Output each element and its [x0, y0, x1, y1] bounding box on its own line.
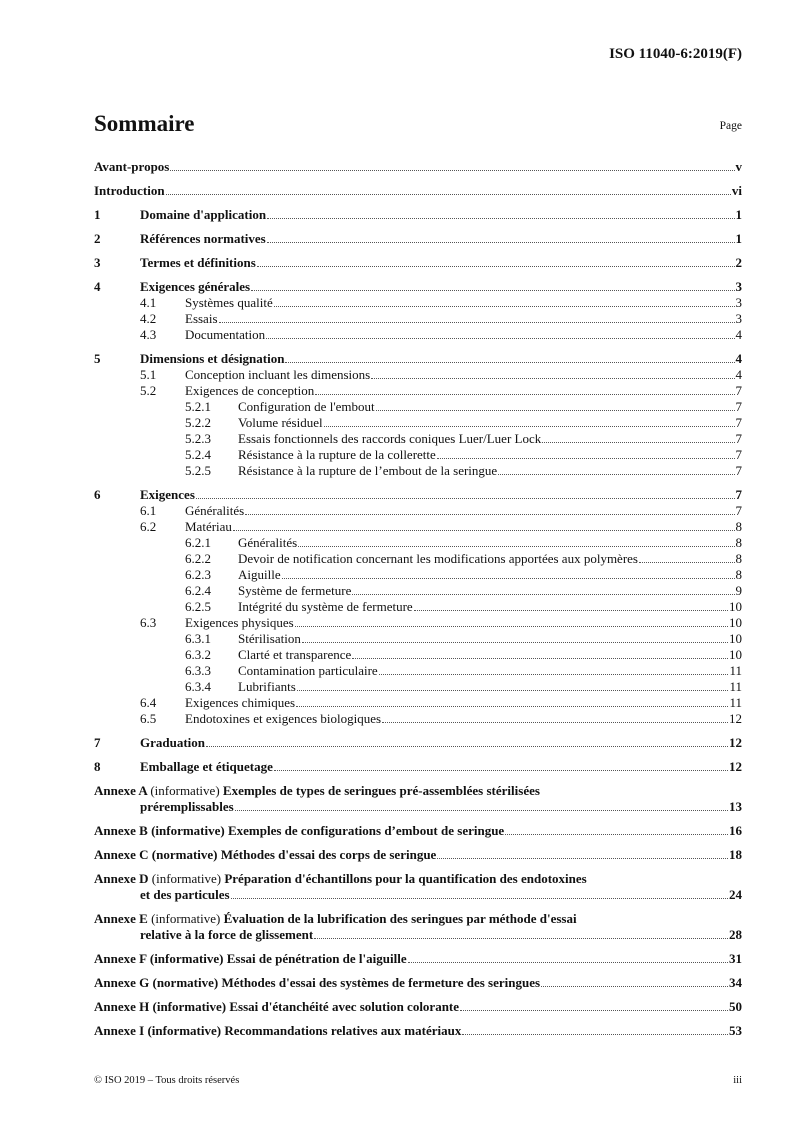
toc-entry-page: 12 — [729, 735, 742, 750]
annex-type: (informative) — [150, 783, 220, 798]
dot-leader — [267, 242, 735, 243]
toc-entry-title: Devoir de notification concernant les modifications apportées aux polymères — [238, 551, 638, 566]
toc-entry-number: 6.3.3 — [185, 663, 211, 678]
toc-entry-page: 11 — [729, 679, 742, 694]
dot-leader — [219, 322, 735, 323]
annex-label: Annexe D — [94, 871, 149, 886]
toc-entry[interactable] — [94, 487, 742, 503]
toc-entry-title: Exigences générales — [140, 279, 251, 294]
toc-entry-title: Dimensions et désignation — [140, 351, 285, 366]
annex-title: Méthodes d'essai des systèmes de fermeture des seringues — [221, 975, 541, 990]
toc-entry-page: 11 — [729, 663, 742, 678]
toc-entry[interactable] — [94, 399, 742, 415]
toc-entry[interactable] — [94, 295, 742, 311]
toc-entry-number: 6.2.4 — [185, 583, 211, 598]
annex-label: Annexe A — [94, 783, 148, 798]
annex-page: 34 — [729, 975, 742, 990]
toc-entry-page: 4 — [735, 327, 742, 342]
toc-entry-title: Introduction — [94, 183, 165, 198]
annex-heading — [94, 1023, 461, 1039]
annex-label: Annexe G — [94, 975, 150, 990]
dot-leader — [231, 898, 728, 899]
annex-title: Essai d'étanchéité avec solution colorante — [229, 999, 460, 1014]
footer-copyright: © ISO 2019 – Tous droits réservés — [94, 1075, 240, 1086]
toc-entry-number: 6.2.5 — [185, 599, 211, 614]
toc-entry-number: 6.3.2 — [185, 647, 211, 662]
toc-entry-page: 10 — [729, 647, 742, 662]
annex-line-continued — [94, 887, 742, 903]
annex-page: 53 — [729, 1023, 742, 1038]
toc-annex-entry[interactable] — [94, 1023, 742, 1039]
toc-annex-entry[interactable] — [94, 911, 742, 943]
toc-entry-page: 12 — [729, 759, 742, 774]
dot-leader — [541, 986, 728, 987]
toc-entry[interactable] — [94, 599, 742, 615]
dot-leader — [639, 562, 735, 563]
toc-entry-number: 6.3.1 — [185, 631, 211, 646]
toc-entry-title: Références normatives — [140, 231, 266, 246]
toc-entry[interactable] — [94, 695, 742, 711]
toc-annex-entry[interactable] — [94, 823, 742, 839]
dot-leader — [251, 290, 734, 291]
toc-entry[interactable] — [94, 519, 742, 535]
annex-title: Exemples de types de seringues pré-assemblées stérilisées — [222, 783, 540, 798]
dot-leader — [437, 458, 735, 459]
annex-type: (normative) — [152, 975, 219, 990]
dot-leader — [206, 746, 728, 747]
toc-entry-title: Termes et définitions — [140, 255, 256, 270]
dot-leader — [274, 306, 735, 307]
dot-leader — [235, 810, 728, 811]
toc-entry-number: 4.3 — [140, 327, 157, 342]
toc-entry-title: Exigences physiques — [185, 615, 294, 630]
toc-entry-page: 7 — [735, 431, 742, 446]
annex-title: Recommandations relatives aux matériaux — [224, 1023, 462, 1038]
dot-leader — [298, 546, 734, 547]
toc-entry[interactable] — [94, 567, 742, 583]
dot-leader — [266, 338, 734, 339]
dot-leader — [376, 410, 735, 411]
dot-leader — [282, 578, 735, 579]
toc-entry[interactable] — [94, 255, 742, 271]
dot-leader — [408, 962, 728, 963]
annex-label: Annexe C — [94, 847, 149, 862]
annex-heading — [94, 783, 540, 798]
toc-entry[interactable] — [94, 447, 742, 463]
toc-entry-number: 6.4 — [140, 695, 157, 710]
annex-heading — [94, 871, 587, 886]
toc-entry-page: 3 — [735, 311, 742, 326]
dot-leader — [285, 362, 734, 363]
toc-annex-entry[interactable] — [94, 847, 742, 863]
toc-entry-page: 10 — [729, 631, 742, 646]
toc-entry-page: 1 — [735, 231, 742, 246]
toc-entry-number: 1 — [94, 207, 101, 222]
dot-leader — [505, 834, 728, 835]
toc-entry-number: 5.2.5 — [185, 463, 211, 478]
toc-entry-number: 4.2 — [140, 311, 157, 326]
toc-entry-page: 9 — [735, 583, 742, 598]
toc-entry-number: 7 — [94, 735, 101, 750]
toc-entry-title: Systèmes qualité — [185, 295, 273, 310]
table-of-contents — [94, 159, 742, 1039]
dot-leader — [460, 1010, 728, 1011]
toc-entry[interactable] — [94, 231, 742, 247]
toc-entry-number: 2 — [94, 231, 101, 246]
toc-entry-number: 5.2 — [140, 383, 157, 398]
annex-line — [94, 951, 742, 967]
annex-line — [94, 975, 742, 991]
toc-entry-title: Essais — [185, 311, 218, 326]
toc-entry-page: 2 — [735, 255, 742, 270]
dot-leader — [274, 770, 728, 771]
toc-entry-page: 4 — [735, 367, 742, 382]
toc-entry-title: Exigences chimiques — [185, 695, 296, 710]
toc-entry-title: Contamination particulaire — [238, 663, 378, 678]
annex-title: Évaluation de la lubrification des seringues par méthode d'essai — [223, 911, 577, 926]
annex-heading — [94, 951, 407, 967]
dot-leader — [379, 674, 729, 675]
toc-entry[interactable] — [94, 367, 742, 383]
annex-page: 50 — [729, 999, 742, 1014]
toc-entry-title: Généralités — [185, 503, 245, 518]
toc-entry[interactable] — [94, 183, 742, 199]
toc-entry-title: Configuration de l'embout — [238, 399, 375, 414]
annex-type: (informative) — [151, 871, 222, 886]
toc-entry[interactable] — [94, 535, 742, 551]
toc-entry-title: Documentation — [185, 327, 266, 342]
annex-type: (informative) — [149, 951, 224, 966]
annex-type: (informative) — [151, 911, 221, 926]
toc-entry[interactable] — [94, 279, 742, 295]
annex-type: (informative) — [151, 823, 225, 838]
toc-entry-title: Conception incluant les dimensions — [185, 367, 371, 382]
toc-entry-title: Emballage et étiquetage — [140, 759, 273, 774]
toc-entry-page: 7 — [735, 447, 742, 462]
toc-entry-title: Clarté et transparence — [238, 647, 352, 662]
toc-entry-page: 8 — [735, 567, 742, 582]
toc-entry-title: Aiguille — [238, 567, 281, 582]
toc-annex-entry[interactable] — [94, 951, 742, 967]
annex-type: (normative) — [151, 847, 218, 862]
toc-entry-page: 8 — [735, 551, 742, 566]
dot-leader — [314, 938, 728, 939]
annex-label: Annexe H — [94, 999, 150, 1014]
annex-title-continued: et des particules — [140, 887, 230, 902]
toc-entry-number: 5 — [94, 351, 101, 366]
toc-entry-number: 6.3 — [140, 615, 157, 630]
dot-leader — [196, 498, 735, 499]
annex-line — [94, 1023, 742, 1039]
dot-leader — [233, 530, 735, 531]
toc-entry-title: Exigences de conception — [185, 383, 315, 398]
toc-entry-title: Lubrifiants — [238, 679, 296, 694]
toc-entry-page: 8 — [735, 519, 742, 534]
toc-entry[interactable] — [94, 679, 742, 695]
toc-entry-page: 10 — [729, 599, 742, 614]
toc-entry-page: 7 — [735, 463, 742, 478]
annex-title: Essai de pénétration de l'aiguille — [226, 951, 407, 966]
toc-entry[interactable] — [94, 463, 742, 479]
toc-entry-page: 7 — [735, 399, 742, 414]
toc-entry-title: Exigences — [140, 487, 195, 502]
annex-label: Annexe F — [94, 951, 147, 966]
annex-line — [94, 847, 742, 863]
annex-line — [94, 783, 742, 799]
annex-title-continued: relative à la force de glissement — [140, 927, 314, 942]
annex-page: 16 — [729, 823, 742, 838]
dot-leader — [257, 266, 735, 267]
annex-page: 31 — [729, 951, 742, 966]
annex-line-continued — [94, 927, 742, 943]
dot-leader — [267, 218, 734, 219]
dot-leader — [295, 626, 728, 627]
toc-entry-page: 12 — [729, 711, 742, 726]
toc-entry-number: 6.1 — [140, 503, 157, 518]
annex-heading — [94, 975, 540, 991]
document-id: ISO 11040-6:2019(F) — [609, 46, 742, 62]
page-column-label: Page — [719, 120, 742, 132]
toc-entry-number: 3 — [94, 255, 101, 270]
dot-leader — [296, 706, 728, 707]
annex-line — [94, 999, 742, 1015]
dot-leader — [437, 858, 728, 859]
dot-leader — [498, 474, 734, 475]
page-title: Sommaire — [94, 111, 195, 136]
toc-entry[interactable] — [94, 159, 742, 175]
toc-entry-title: Endotoxines et exigences biologiques — [185, 711, 382, 726]
toc-entry-page: 7 — [735, 383, 742, 398]
dot-leader — [170, 170, 734, 171]
toc-entry-number: 6.3.4 — [185, 679, 211, 694]
toc-entry-number: 6.2 — [140, 519, 157, 534]
toc-entry-number: 4 — [94, 279, 101, 294]
annex-line — [94, 911, 742, 927]
annex-title-continued: préremplissables — [140, 799, 234, 814]
toc-entry-number: 5.2.4 — [185, 447, 211, 462]
toc-entry-number: 6.2.3 — [185, 567, 211, 582]
annex-title: Exemples de configurations d’embout de seringue — [227, 823, 505, 838]
toc-entry-number: 5.2.1 — [185, 399, 211, 414]
annex-line — [94, 871, 742, 887]
toc-entry[interactable] — [94, 351, 742, 367]
toc-entry-page: 10 — [729, 615, 742, 630]
annex-heading — [94, 911, 577, 926]
annex-page: 18 — [729, 847, 742, 862]
toc-entry[interactable] — [94, 415, 742, 431]
dot-leader — [297, 690, 729, 691]
toc-annex-entry[interactable] — [94, 975, 742, 991]
annex-title: Méthodes d'essai des corps de seringue — [220, 847, 437, 862]
toc-entry-number: 4.1 — [140, 295, 157, 310]
toc-entry[interactable] — [94, 431, 742, 447]
toc-annex-entry[interactable] — [94, 783, 742, 815]
toc-entry-page: 7 — [735, 487, 742, 502]
toc-entry-number: 6.2.1 — [185, 535, 211, 550]
footer-page-number: iii — [733, 1075, 742, 1086]
dot-leader — [352, 658, 728, 659]
dot-leader — [382, 722, 728, 723]
toc-entry-number: 5.2.2 — [185, 415, 211, 430]
toc-entry-title: Résistance à la rupture de l’embout de la seringue — [238, 463, 498, 478]
toc-entry-page: 7 — [735, 415, 742, 430]
toc-entry[interactable] — [94, 735, 742, 751]
toc-entry-page: 3 — [735, 279, 742, 294]
annex-heading — [94, 847, 436, 863]
annex-heading — [94, 823, 504, 839]
toc-entry[interactable] — [94, 583, 742, 599]
dot-leader — [302, 642, 728, 643]
toc-entry-title: Essais fonctionnels des raccords coniques Luer/Luer Lock — [238, 431, 542, 446]
toc-entry-title: Avant-propos — [94, 159, 170, 174]
dot-leader — [352, 594, 734, 595]
toc-entry[interactable] — [94, 615, 742, 631]
toc-entry-page: 8 — [735, 535, 742, 550]
toc-entry-title: Graduation — [140, 735, 206, 750]
annex-label: Annexe I — [94, 1023, 145, 1038]
annex-label: Annexe B — [94, 823, 148, 838]
dot-leader — [245, 514, 734, 515]
toc-entry-title: Résistance à la rupture de la collerette — [238, 447, 436, 462]
toc-entry-page: 7 — [735, 503, 742, 518]
toc-entry[interactable] — [94, 631, 742, 647]
dot-leader — [414, 610, 728, 611]
toc-entry-title: Stérilisation — [238, 631, 301, 646]
toc-entry[interactable] — [94, 503, 742, 519]
dot-leader — [324, 426, 735, 427]
toc-entry[interactable] — [94, 551, 742, 567]
toc-entry[interactable] — [94, 383, 742, 399]
toc-entry-page: 11 — [729, 695, 742, 710]
toc-entry[interactable] — [94, 207, 742, 223]
toc-annex-entry[interactable] — [94, 871, 742, 903]
toc-entry[interactable] — [94, 327, 742, 343]
toc-entry[interactable] — [94, 711, 742, 727]
toc-entry-title: Matériau — [185, 519, 232, 534]
toc-entry[interactable] — [94, 759, 742, 775]
annex-type: (informative) — [147, 1023, 222, 1038]
toc-entry-page: 4 — [735, 351, 742, 366]
toc-entry-number: 5.1 — [140, 367, 157, 382]
annex-heading — [94, 999, 459, 1015]
annex-page: 13 — [729, 799, 742, 814]
toc-entry-number: 8 — [94, 759, 101, 774]
toc-entry-title: Intégrité du système de fermeture — [238, 599, 413, 614]
toc-entry-number: 6.5 — [140, 711, 157, 726]
toc-entry-title: Système de fermeture — [238, 583, 352, 598]
toc-entry-number: 6 — [94, 487, 101, 502]
dot-leader — [462, 1034, 728, 1035]
dot-leader — [315, 394, 734, 395]
toc-entry[interactable] — [94, 647, 742, 663]
dot-leader — [371, 378, 734, 379]
toc-entry[interactable] — [94, 311, 742, 327]
toc-entry-page: 1 — [735, 207, 742, 222]
toc-entry-title: Domaine d'application — [140, 207, 267, 222]
toc-entry-number: 6.2.2 — [185, 551, 211, 566]
toc-entry-page: 3 — [735, 295, 742, 310]
annex-line-continued — [94, 799, 742, 815]
annex-page: 28 — [729, 927, 742, 942]
toc-entry-title: Volume résiduel — [238, 415, 323, 430]
annex-title: Préparation d'échantillons pour la quantification des endotoxines — [224, 871, 587, 886]
dot-leader — [542, 442, 734, 443]
annex-label: Annexe E — [94, 911, 148, 926]
annex-type: (informative) — [152, 999, 227, 1014]
toc-entry-number: 5.2.3 — [185, 431, 211, 446]
annex-page: 24 — [729, 887, 742, 902]
toc-entry-title: Généralités — [238, 535, 298, 550]
annex-line — [94, 823, 742, 839]
toc-entry-page: v — [735, 159, 742, 174]
toc-entry[interactable] — [94, 663, 742, 679]
toc-annex-entry[interactable] — [94, 999, 742, 1015]
dot-leader — [166, 194, 731, 195]
toc-entry-page: vi — [731, 183, 742, 198]
